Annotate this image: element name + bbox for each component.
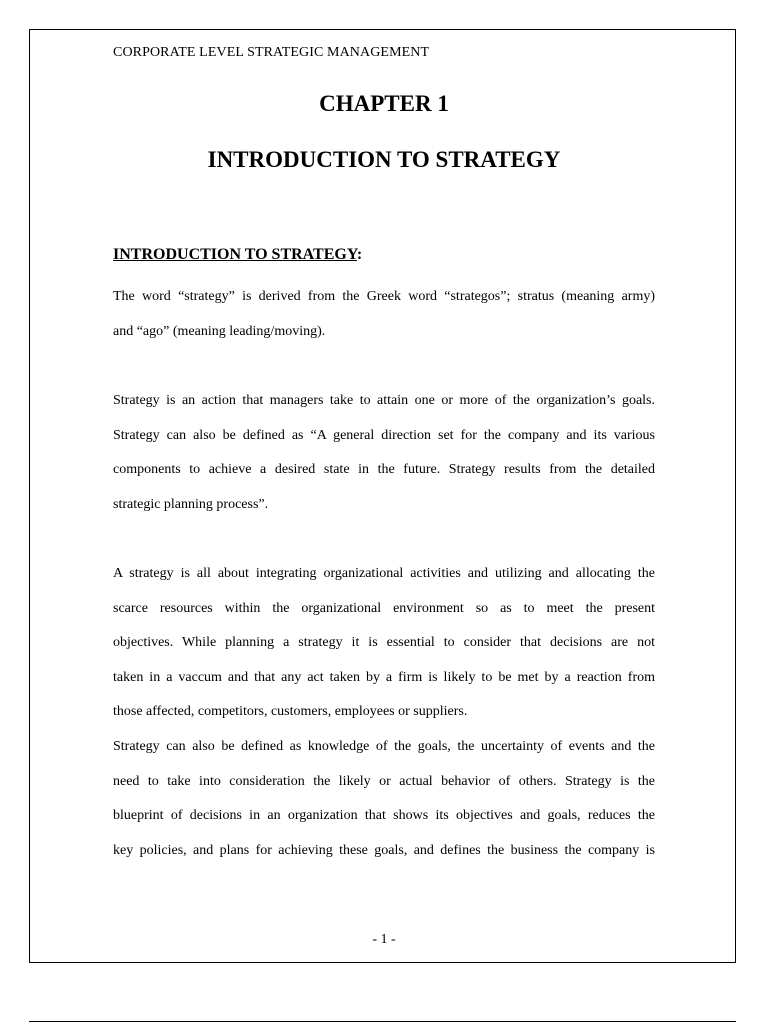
chapter-number: CHAPTER 1 [319, 91, 449, 116]
section-heading-colon: : [356, 246, 363, 263]
paragraph-3 [113, 557, 655, 730]
paragraph-line: strategic planning process”. [113, 496, 269, 512]
paragraph-line: objectives. While planning a strategy it is essential to consider that decisions are not [113, 635, 655, 651]
paragraph-1 [113, 280, 655, 349]
paragraph-2 [113, 384, 655, 522]
paragraph-line: Strategy is an action that managers take to attain one or more of the organization’s goals. [113, 393, 655, 408]
paragraph-4 [113, 730, 655, 868]
paragraph-line: The word “strategy” is derived from the Greek word “strategos”; stratus (meaning army) [113, 289, 655, 304]
chapter-title: INTRODUCTION TO STRATEGY [207, 147, 561, 172]
paragraph-line: components to achieve a desired state in the future. Strategy results from the detailed [113, 462, 655, 478]
paragraph-line: taken in a vaccum and that any act taken by a firm is likely to be met by a reaction from [113, 669, 655, 685]
paragraph-line: Strategy can also be defined as knowledge of the goals, the uncertainty of events and the [113, 739, 655, 754]
paragraph-line: blueprint of decisions in an organization that shows its objectives and goals, reduces the [113, 808, 655, 824]
section-heading [113, 246, 362, 264]
paragraph-line: need to take into consideration the likely or actual behavior of others. Strategy is the [113, 773, 655, 789]
paragraph-line: Strategy can also be defined as “A general direction set for the company and its various [113, 427, 655, 443]
paragraph-line: scarce resources within the organizational environment so as to meet the present [113, 600, 655, 616]
page-number: - 1 - [372, 932, 396, 947]
paragraph-line: key policies, and plans for achieving these goals, and defines the business the company is [113, 842, 655, 858]
running-header: CORPORATE LEVEL STRATEGIC MANAGEMENT [113, 45, 430, 60]
paragraph-line: and “ago” (meaning leading/moving). [113, 323, 326, 339]
paragraph-line: A strategy is all about integrating organizational activities and utilizing and allocating the [113, 566, 655, 581]
section-heading-text: INTRODUCTION TO STRATEGY [113, 246, 357, 263]
paragraph-line: those affected, competitors, customers, employees or suppliers. [113, 704, 468, 720]
next-page-edge [29, 1021, 736, 1022]
